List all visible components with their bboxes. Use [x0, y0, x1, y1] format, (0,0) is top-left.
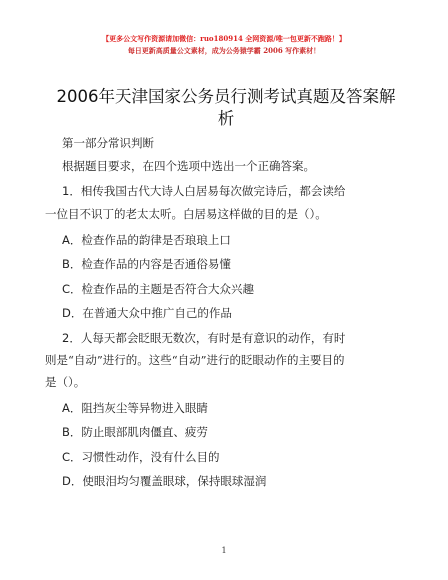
question-1-text-2: 一位目不识丁的老太太听。白居易这样做的目的是（）。 [45, 207, 327, 221]
question-1-number: 1． [62, 184, 81, 198]
option-text: 检查作品的韵律是否琅琅上口 [81, 233, 231, 247]
option-letter: D． [62, 306, 83, 320]
question-1-text-1: 相传我国古代大诗人白居易每次做完诗后，都会读给 [80, 184, 346, 198]
section-heading: 第一部分常识判断 [62, 136, 154, 150]
page-number: 1 [221, 546, 227, 555]
option-text: 阻挡灰尘等异物进入眼睛 [81, 401, 208, 415]
option-letter: D． [62, 474, 83, 488]
question-1-option-d [62, 305, 232, 321]
question-1-line-1 [62, 183, 345, 199]
option-text: 使眼泪均匀覆盖眼球，保持眼球湿润 [82, 474, 267, 488]
question-1-option-b [62, 256, 231, 272]
question-2-option-d [62, 473, 266, 489]
promo-banner-line-2: 每日更新高质量公文素材，成为公务猿学霸 2006 写作素材！ [127, 46, 321, 55]
option-text: 检查作品的内容是否通俗易懂 [81, 257, 231, 271]
option-text: 防止眼部肌肉僵直、疲劳 [81, 425, 208, 439]
option-letter: B． [62, 257, 82, 271]
option-letter: C． [62, 450, 82, 464]
option-text: 在普通大众中推广自己的作品 [82, 306, 232, 320]
question-1-option-a [62, 232, 231, 248]
question-2-text-2: 则是“自动”进行的。这些“自动”进行的眨眼动作的主要目的 [45, 353, 345, 367]
option-letter: A． [62, 233, 82, 247]
option-text: 习惯性动作，没有什么目的 [81, 450, 220, 464]
question-2-text-3: 是（）。 [45, 375, 86, 389]
question-2-option-a [62, 400, 208, 416]
option-text: 检查作品的主题是否符合大众兴趣 [81, 282, 255, 296]
instruction-text: 根据题目要求，在四个选项中选出一个正确答案。 [62, 159, 315, 173]
document-title-line-2: 析 [217, 109, 235, 128]
option-letter: C． [62, 282, 82, 296]
promo-banner-line-1: 【更多公文写作资源请加微信：ruo180914 全网资源/唯一包更新不跑路！】 [102, 34, 346, 43]
question-2-option-c [62, 449, 220, 465]
question-2-option-b [62, 424, 208, 440]
option-letter: B． [62, 425, 82, 439]
question-2-text-1: 人每天都会眨眼无数次，有时是有意识的动作，有时 [80, 331, 346, 345]
question-1-option-c [62, 281, 254, 297]
document-title-line-1: 2006年天津国家公务员行测考试真题及答案解 [56, 87, 396, 106]
question-2-number: 2． [62, 331, 81, 345]
question-2-line-1 [62, 330, 345, 346]
option-letter: A． [62, 401, 82, 415]
